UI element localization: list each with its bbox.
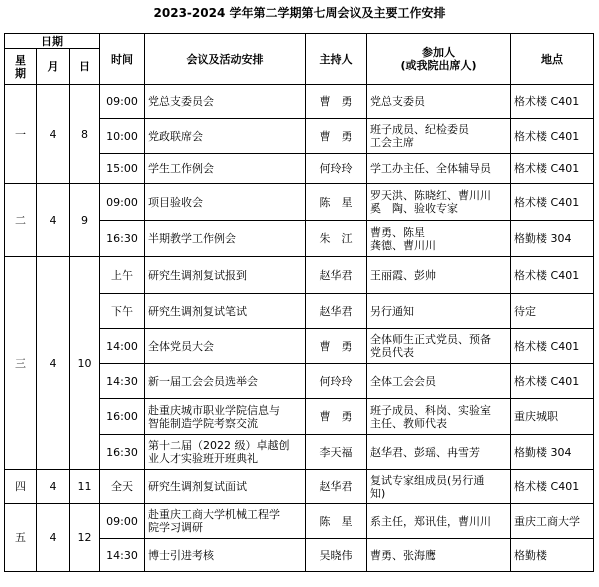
host-cell-line: 朱 江 [319,232,353,245]
time-cell [100,119,145,154]
header-time: 时间 [100,34,145,85]
meeting-cell-line: 研究生调剂复试笔试 [148,304,248,318]
location-cell [511,399,594,435]
location-cell [511,470,594,504]
host-cell-line: 李天福 [319,445,353,459]
month-cell: 4 [37,470,70,504]
schedule-body [5,85,594,572]
meeting-cell-line: 业人才实验班开班典礼 [148,452,259,465]
header-weekday-line2: 期 [15,66,26,80]
location-cell [511,504,594,539]
meeting-cell [145,85,306,119]
participants-cell [367,154,511,184]
table-row [5,470,594,504]
header-day: 日 [70,49,100,85]
participants-cell-line: 知) [370,486,386,500]
location-cell-line: 格术楼 C401 [514,195,580,209]
participants-cell [367,329,511,364]
page-title: 2023-2024 学年第二学期第七周会议及主要工作安排 [153,6,446,20]
participants-cell-line: 党员代表 [370,346,415,359]
location-cell [511,257,594,294]
meeting-cell [145,470,306,504]
participants-cell [367,504,511,539]
header-location: 地点 [511,34,594,85]
participants-cell-line: 王丽霞、彭帅 [370,268,437,282]
time-cell-line: 09:00 [106,195,138,209]
weekday-cell: 四 [5,470,37,504]
meeting-cell-line: 研究生调剂复试报到 [148,268,248,282]
meeting-cell [145,294,306,329]
time-cell-line: 09:00 [106,514,138,528]
host-cell [306,85,367,119]
meeting-cell-line: 党政联席会 [148,129,204,143]
participants-cell-line: 奚 陶、验收专家 [370,202,459,215]
day-cell: 12 [70,504,100,572]
header-date-group: 日期 [5,34,100,49]
meeting-cell [145,364,306,399]
location-cell-line: 重庆工商大学 [514,514,581,528]
time-cell-line: 16:30 [106,445,138,459]
table-row [5,85,594,119]
schedule-table [4,33,594,572]
day-cell: 11 [70,470,100,504]
meeting-cell-line: 新一届工会会员选举会 [148,374,259,388]
host-cell [306,221,367,257]
time-cell-line: 14:30 [106,374,138,388]
time-cell-line: 全天 [111,480,134,493]
host-cell-line: 赵华君 [319,268,353,282]
host-cell-line: 曹 勇 [319,410,353,423]
location-cell [511,329,594,364]
time-cell-line: 14:00 [106,339,138,353]
host-cell-line: 曹 勇 [319,95,353,108]
host-cell [306,154,367,184]
participants-cell [367,364,511,399]
participants-cell-line: 曹勇、陈星 [370,225,426,239]
participants-cell-line: 曹勇、张海鹰 [370,548,437,562]
host-cell-line: 陈 星 [319,195,353,209]
location-cell-line: 格勤楼 304 [514,445,572,459]
header-host: 主持人 [306,34,367,85]
meeting-cell-line: 院学习调研 [148,521,204,534]
host-cell-line: 赵华君 [319,480,353,493]
host-cell [306,504,367,539]
location-cell [511,294,594,329]
meeting-cell-line: 全体党员大会 [148,339,215,353]
location-cell-line: 格术楼 C401 [514,95,580,108]
host-cell-line: 何玲玲 [319,374,353,388]
location-cell [511,119,594,154]
time-cell-line: 14:30 [106,548,138,562]
meeting-cell [145,329,306,364]
meeting-cell-line: 赴重庆工商大学机械工程学 [148,508,281,521]
meeting-cell-line: 博士引进考核 [148,548,215,562]
host-cell-line: 曹 勇 [319,339,353,353]
weekday-cell: 一 [5,85,37,184]
header-month: 月 [37,49,70,85]
location-cell-line: 待定 [514,304,537,318]
table-row [5,184,594,221]
host-cell [306,119,367,154]
participants-cell-line: 全体师生正式党员、预备 [370,333,492,346]
month-cell: 4 [37,184,70,257]
header-participants-line2: (或我院出席人) [400,59,477,72]
participants-cell [367,85,511,119]
location-cell [511,85,594,119]
location-cell-line: 格术楼 C401 [514,162,580,175]
location-cell [511,539,594,572]
host-cell-line: 何玲玲 [319,162,353,175]
meeting-cell-line: 赴重庆城市职业学院信息与 [148,403,281,417]
time-cell [100,329,145,364]
host-cell [306,184,367,221]
header-participants [367,34,511,85]
time-cell-line: 15:00 [106,162,138,175]
host-cell [306,435,367,470]
day-cell: 9 [70,184,100,257]
participants-cell [367,294,511,329]
participants-cell [367,399,511,435]
header-participants-line1: 参加人 [422,46,456,59]
participants-cell-line: 班子成员、纪检委员 [370,123,470,136]
meeting-cell [145,154,306,184]
time-cell [100,184,145,221]
time-cell [100,504,145,539]
host-cell [306,364,367,399]
meeting-cell-line: 党总支委员会 [148,95,215,108]
location-cell-line: 格术楼 C401 [514,374,580,388]
participants-cell-line: 党总支委员 [370,95,426,108]
location-cell [511,364,594,399]
location-cell [511,435,594,470]
host-cell [306,294,367,329]
header-weekday [5,49,37,85]
meeting-cell [145,504,306,539]
time-cell [100,154,145,184]
day-cell: 8 [70,85,100,184]
participants-cell-line: 系主任，郑讯佳，曹川川 [370,514,492,528]
time-cell-line: 下午 [111,304,134,318]
participants-cell-line: 赵华君、彭瑶、冉雪芳 [370,445,481,459]
time-cell [100,221,145,257]
meeting-cell-line: 智能制造学院考察交流 [148,416,259,430]
participants-cell [367,184,511,221]
participants-cell [367,539,511,572]
header-weekday-line1: 星 [15,53,26,67]
meeting-cell-line: 研究生调剂复试面试 [148,480,248,493]
weekday-cell: 三 [5,257,37,470]
location-cell [511,184,594,221]
location-cell-line: 格术楼 C401 [514,268,580,282]
month-cell: 4 [37,85,70,184]
location-cell-line: 重庆城职 [514,410,559,423]
table-row [5,257,594,294]
host-cell-line: 吴晓伟 [319,548,353,562]
header-meeting: 会议及活动安排 [145,34,306,85]
weekday-cell: 二 [5,184,37,257]
location-cell-line: 格术楼 C401 [514,129,580,143]
host-cell [306,470,367,504]
host-cell-line: 曹 勇 [319,129,353,143]
location-cell-line: 格勤楼 [514,548,548,562]
participants-cell [367,221,511,257]
meeting-cell [145,399,306,435]
meeting-cell [145,221,306,257]
time-cell [100,85,145,119]
meeting-cell-line: 第十二届（2022 级）卓越创 [148,439,290,452]
participants-cell-line: 复试专家组成员(另行通 [370,473,485,487]
time-cell-line: 16:30 [106,232,138,245]
participants-cell-line: 全体工会会员 [370,374,437,388]
participants-cell-line: 班子成员、科岗、实验室 [370,403,492,417]
time-cell [100,539,145,572]
meeting-cell-line: 半期教学工作例会 [148,232,237,245]
participants-cell [367,119,511,154]
time-cell [100,294,145,329]
time-cell [100,399,145,435]
location-cell-line: 格勤楼 304 [514,232,572,245]
host-cell [306,329,367,364]
host-cell [306,399,367,435]
table-row [5,504,594,539]
location-cell [511,221,594,257]
meeting-cell [145,257,306,294]
meeting-cell [145,119,306,154]
participants-cell [367,257,511,294]
participants-cell-line: 学工办主任、全体辅导员 [370,162,492,175]
time-cell-line: 10:00 [106,129,138,143]
time-cell [100,364,145,399]
day-cell: 10 [70,257,100,470]
weekday-cell: 五 [5,504,37,572]
participants-cell-line: 罗天洪、陈晓红、曹川川 [370,189,492,202]
host-cell [306,539,367,572]
time-cell-line: 上午 [111,268,134,282]
time-cell [100,257,145,294]
participants-cell-line: 工会主席 [370,136,415,149]
time-cell-line: 16:00 [106,410,138,423]
time-cell [100,435,145,470]
month-cell: 4 [37,504,70,572]
meeting-cell-line: 项目验收会 [148,195,204,209]
meeting-cell [145,184,306,221]
participants-cell [367,470,511,504]
time-cell-line: 09:00 [106,95,138,108]
location-cell-line: 格术楼 C401 [514,339,580,353]
host-cell [306,257,367,294]
participants-cell-line: 龚德、曹川川 [370,238,437,252]
participants-cell-line: 另行通知 [370,304,415,318]
meeting-cell [145,539,306,572]
meeting-cell [145,435,306,470]
month-cell: 4 [37,257,70,470]
meeting-cell-line: 学生工作例会 [148,162,215,175]
participants-cell [367,435,511,470]
participants-cell-line: 主任、教师代表 [370,416,448,430]
location-cell-line: 格术楼 C401 [514,480,580,493]
host-cell-line: 赵华君 [319,304,353,318]
time-cell [100,470,145,504]
location-cell [511,154,594,184]
host-cell-line: 陈 星 [319,514,353,528]
